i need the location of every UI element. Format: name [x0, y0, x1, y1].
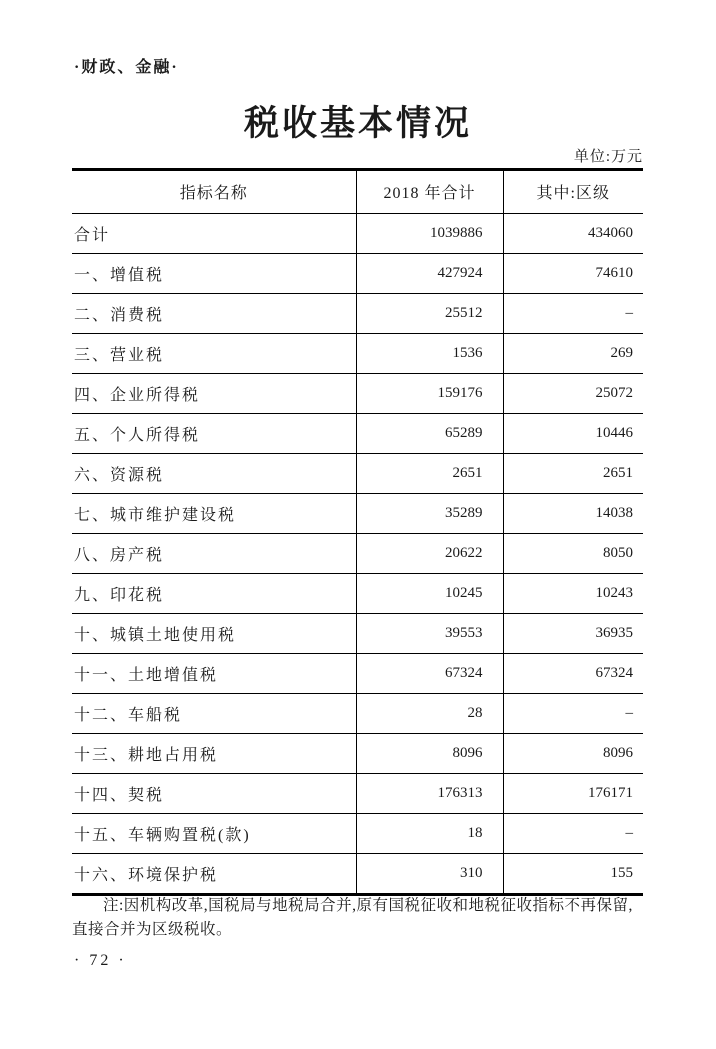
column-header-total-2018: 2018 年合计: [356, 171, 503, 213]
row-district: 176171: [503, 773, 643, 813]
table-row: [72, 333, 643, 373]
table-row: [72, 253, 643, 293]
row-total: 1536: [356, 333, 503, 373]
row-total: 65289: [356, 413, 503, 453]
table-row: [72, 613, 643, 653]
page-number: · 72 ·: [74, 952, 127, 969]
row-label: 十六、环境保护税: [74, 866, 219, 884]
table-row: [72, 213, 643, 253]
unit-label: 单位:万元: [573, 149, 643, 165]
row-label: 六、资源税: [72, 453, 356, 493]
row-label: 三、营业税: [72, 333, 356, 373]
table-row: [72, 373, 643, 413]
row-label: 二、消费税: [72, 293, 356, 333]
row-total: 28: [356, 693, 503, 733]
row-total: 20622: [356, 533, 503, 573]
table-row: [72, 453, 643, 493]
row-total: 1039886: [356, 213, 503, 253]
row-total: 18: [356, 813, 503, 853]
row-label: 十、城镇土地使用税: [72, 613, 356, 653]
table-header-row: [72, 171, 643, 213]
row-label: 合计: [72, 213, 356, 253]
column-header-district: 其中:区级: [503, 171, 643, 213]
row-district: 10446: [503, 413, 643, 453]
row-label: 五、个人所得税: [72, 413, 356, 453]
table-row: [72, 693, 643, 733]
table-footnote: 注:因机构改革,国税局与地税局合并,原有国税征收和地税征收指标不再保留,直接合并为区级税收。: [72, 897, 633, 939]
page-title: 税收基本情况: [243, 104, 472, 143]
row-label: 九、印花税: [72, 573, 356, 613]
row-district: –: [503, 813, 643, 853]
table-row: [72, 773, 643, 813]
table-row: [72, 493, 643, 533]
tax-table: [72, 171, 643, 893]
row-total: 10245: [356, 573, 503, 613]
section-header: ·财政、金融·: [74, 59, 179, 76]
table-row: [72, 733, 643, 773]
row-district: –: [503, 693, 643, 733]
row-label: 十一、土地增值税: [72, 653, 356, 693]
table-row: [72, 293, 643, 333]
row-district: 8050: [503, 533, 643, 573]
row-district: 67324: [503, 653, 643, 693]
row-district: 2651: [503, 453, 643, 493]
row-district: 434060: [503, 213, 643, 253]
row-district: 10243: [503, 573, 643, 613]
row-label: 七、城市维护建设税: [72, 493, 356, 533]
row-total: 310: [356, 853, 503, 893]
row-label: 八、房产税: [72, 533, 356, 573]
row-district: –: [503, 293, 643, 333]
row-district: 36935: [503, 613, 643, 653]
row-total: 159176: [356, 373, 503, 413]
column-header-indicator: 指标名称: [72, 171, 356, 213]
row-district: 14038: [503, 493, 643, 533]
table-row: [72, 853, 643, 893]
table-row: [72, 813, 643, 853]
table-row: [72, 533, 643, 573]
row-district: 25072: [503, 373, 643, 413]
table-row: [72, 573, 643, 613]
row-label: 一、增值税: [72, 253, 356, 293]
row-district: 269: [503, 333, 643, 373]
row-label: 十五、车辆购置税(款): [72, 813, 356, 853]
row-total: 2651: [356, 453, 503, 493]
tax-table-container: [72, 168, 643, 896]
row-label: 十二、车船税: [72, 693, 356, 733]
row-total: 35289: [356, 493, 503, 533]
row-label: 十四、契税: [72, 773, 356, 813]
row-total: 67324: [356, 653, 503, 693]
row-district: 155: [503, 853, 643, 893]
row-label: 十三、耕地占用税: [72, 733, 356, 773]
row-total: 39553: [356, 613, 503, 653]
row-total: 8096: [356, 733, 503, 773]
row-total: 427924: [356, 253, 503, 293]
table-row: [72, 653, 643, 693]
row-label: 四、企业所得税: [72, 373, 356, 413]
table-row: [72, 413, 643, 453]
row-district: 8096: [503, 733, 643, 773]
row-total: 176313: [356, 773, 503, 813]
row-district: 74610: [503, 253, 643, 293]
row-total: 25512: [356, 293, 503, 333]
